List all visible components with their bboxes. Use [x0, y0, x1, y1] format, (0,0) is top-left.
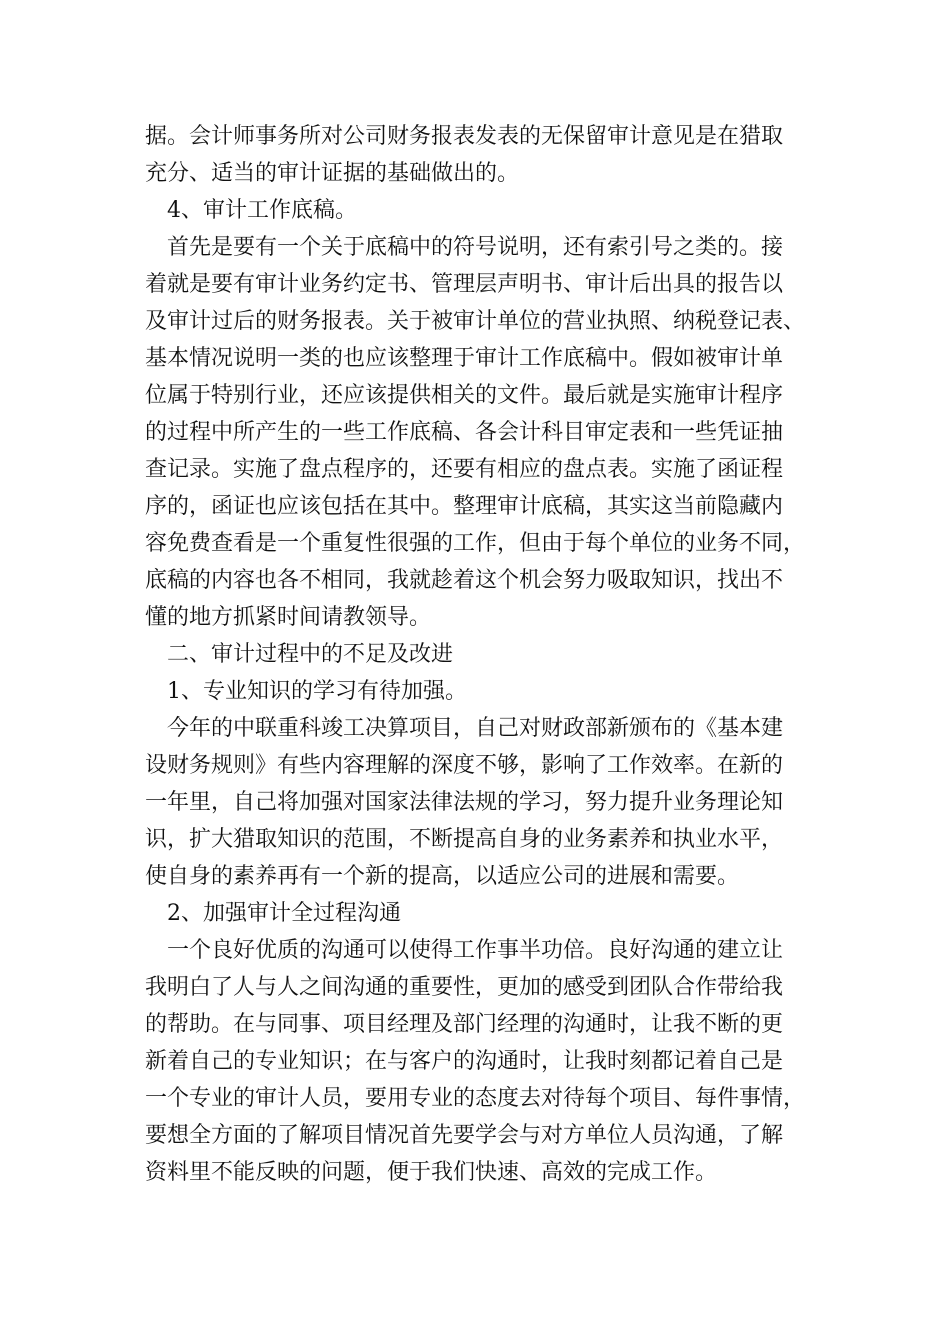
section-heading: 4、审计工作底稿。: [167, 198, 357, 223]
paragraph-line: 首先是要有一个关于底稿中的符号说明，还有索引号之类的。接: [167, 235, 784, 260]
paragraph-line: 的帮助。在与同事、项目经理及部门经理的沟通时，让我不断的更: [145, 1012, 784, 1037]
paragraph-line: 懂的地方抓紧时间请教领导。: [145, 605, 432, 630]
section-heading: 2、加强审计全过程沟通: [167, 901, 401, 926]
paragraph-line: 一年里，自己将加强对国家法律法规的学习，努力提升业务理论知: [145, 790, 784, 815]
section-heading: 二、审计过程中的不足及改进: [167, 642, 454, 667]
paragraph-line: 基本情况说明一类的也应该整理于审计工作底稿中。假如被审计单: [145, 346, 784, 371]
paragraph-line: 充分、适当的审计证据的基础做出的。: [145, 161, 520, 186]
paragraph-line: 资料里不能反映的问题，便于我们快速、高效的完成工作。: [145, 1160, 718, 1185]
paragraph-line: 查记录。实施了盘点程序的，还要有相应的盘点表。实施了函证程: [145, 457, 784, 482]
paragraph-line: 一个专业的审计人员，要用专业的态度去对待每个项目、每件事情，: [145, 1086, 806, 1111]
paragraph-line: 识，扩大猎取知识的范围，不断提高自身的业务素养和执业水平，: [145, 827, 784, 852]
paragraph-line: 及审计过后的财务报表。关于被审计单位的营业执照、纳税登记表、: [145, 309, 806, 334]
paragraph-line: 位属于特别行业，还应该提供相关的文件。最后就是实施审计程序: [145, 383, 784, 408]
paragraph-line: 序的，函证也应该包括在其中。整理审计底稿，其实这当前隐藏内: [145, 494, 784, 519]
paragraph-line: 今年的中联重科竣工决算项目，自己对财政部新颁布的《基本建: [167, 716, 784, 741]
paragraph-line: 我明白了人与人之间沟通的重要性，更加的感受到团队合作带给我: [145, 975, 784, 1000]
paragraph-line: 新着自己的专业知识；在与客户的沟通时，让我时刻都记着自己是: [145, 1049, 784, 1074]
paragraph-line: 底稿的内容也各不相同，我就趁着这个机会努力吸取知识，找出不: [145, 568, 784, 593]
paragraph-line: 要想全方面的了解项目情况首先要学会与对方单位人员沟通，了解: [145, 1123, 784, 1148]
paragraph-line: 设财务规则》有些内容理解的深度不够，影响了工作效率。在新的: [145, 753, 784, 778]
paragraph-line: 着就是要有审计业务约定书、管理层声明书、审计后出具的报告以: [145, 272, 784, 297]
paragraph-line: 据。会计师事务所对公司财务报表发表的无保留审计意见是在猎取: [145, 124, 784, 149]
paragraph-line: 一个良好优质的沟通可以使得工作事半功倍。良好沟通的建立让: [167, 938, 784, 963]
paragraph-line: 的过程中所产生的一些工作底稿、各会计科目审定表和一些凭证抽: [145, 420, 784, 445]
section-heading: 1、专业知识的学习有待加强。: [167, 679, 467, 704]
paragraph-line: 容免费查看是一个重复性很强的工作，但由于每个单位的业务不同，: [145, 531, 806, 556]
paragraph-line: 使自身的素养再有一个新的提高，以适应公司的进展和需要。: [145, 864, 740, 889]
document-body: [145, 118, 815, 1191]
